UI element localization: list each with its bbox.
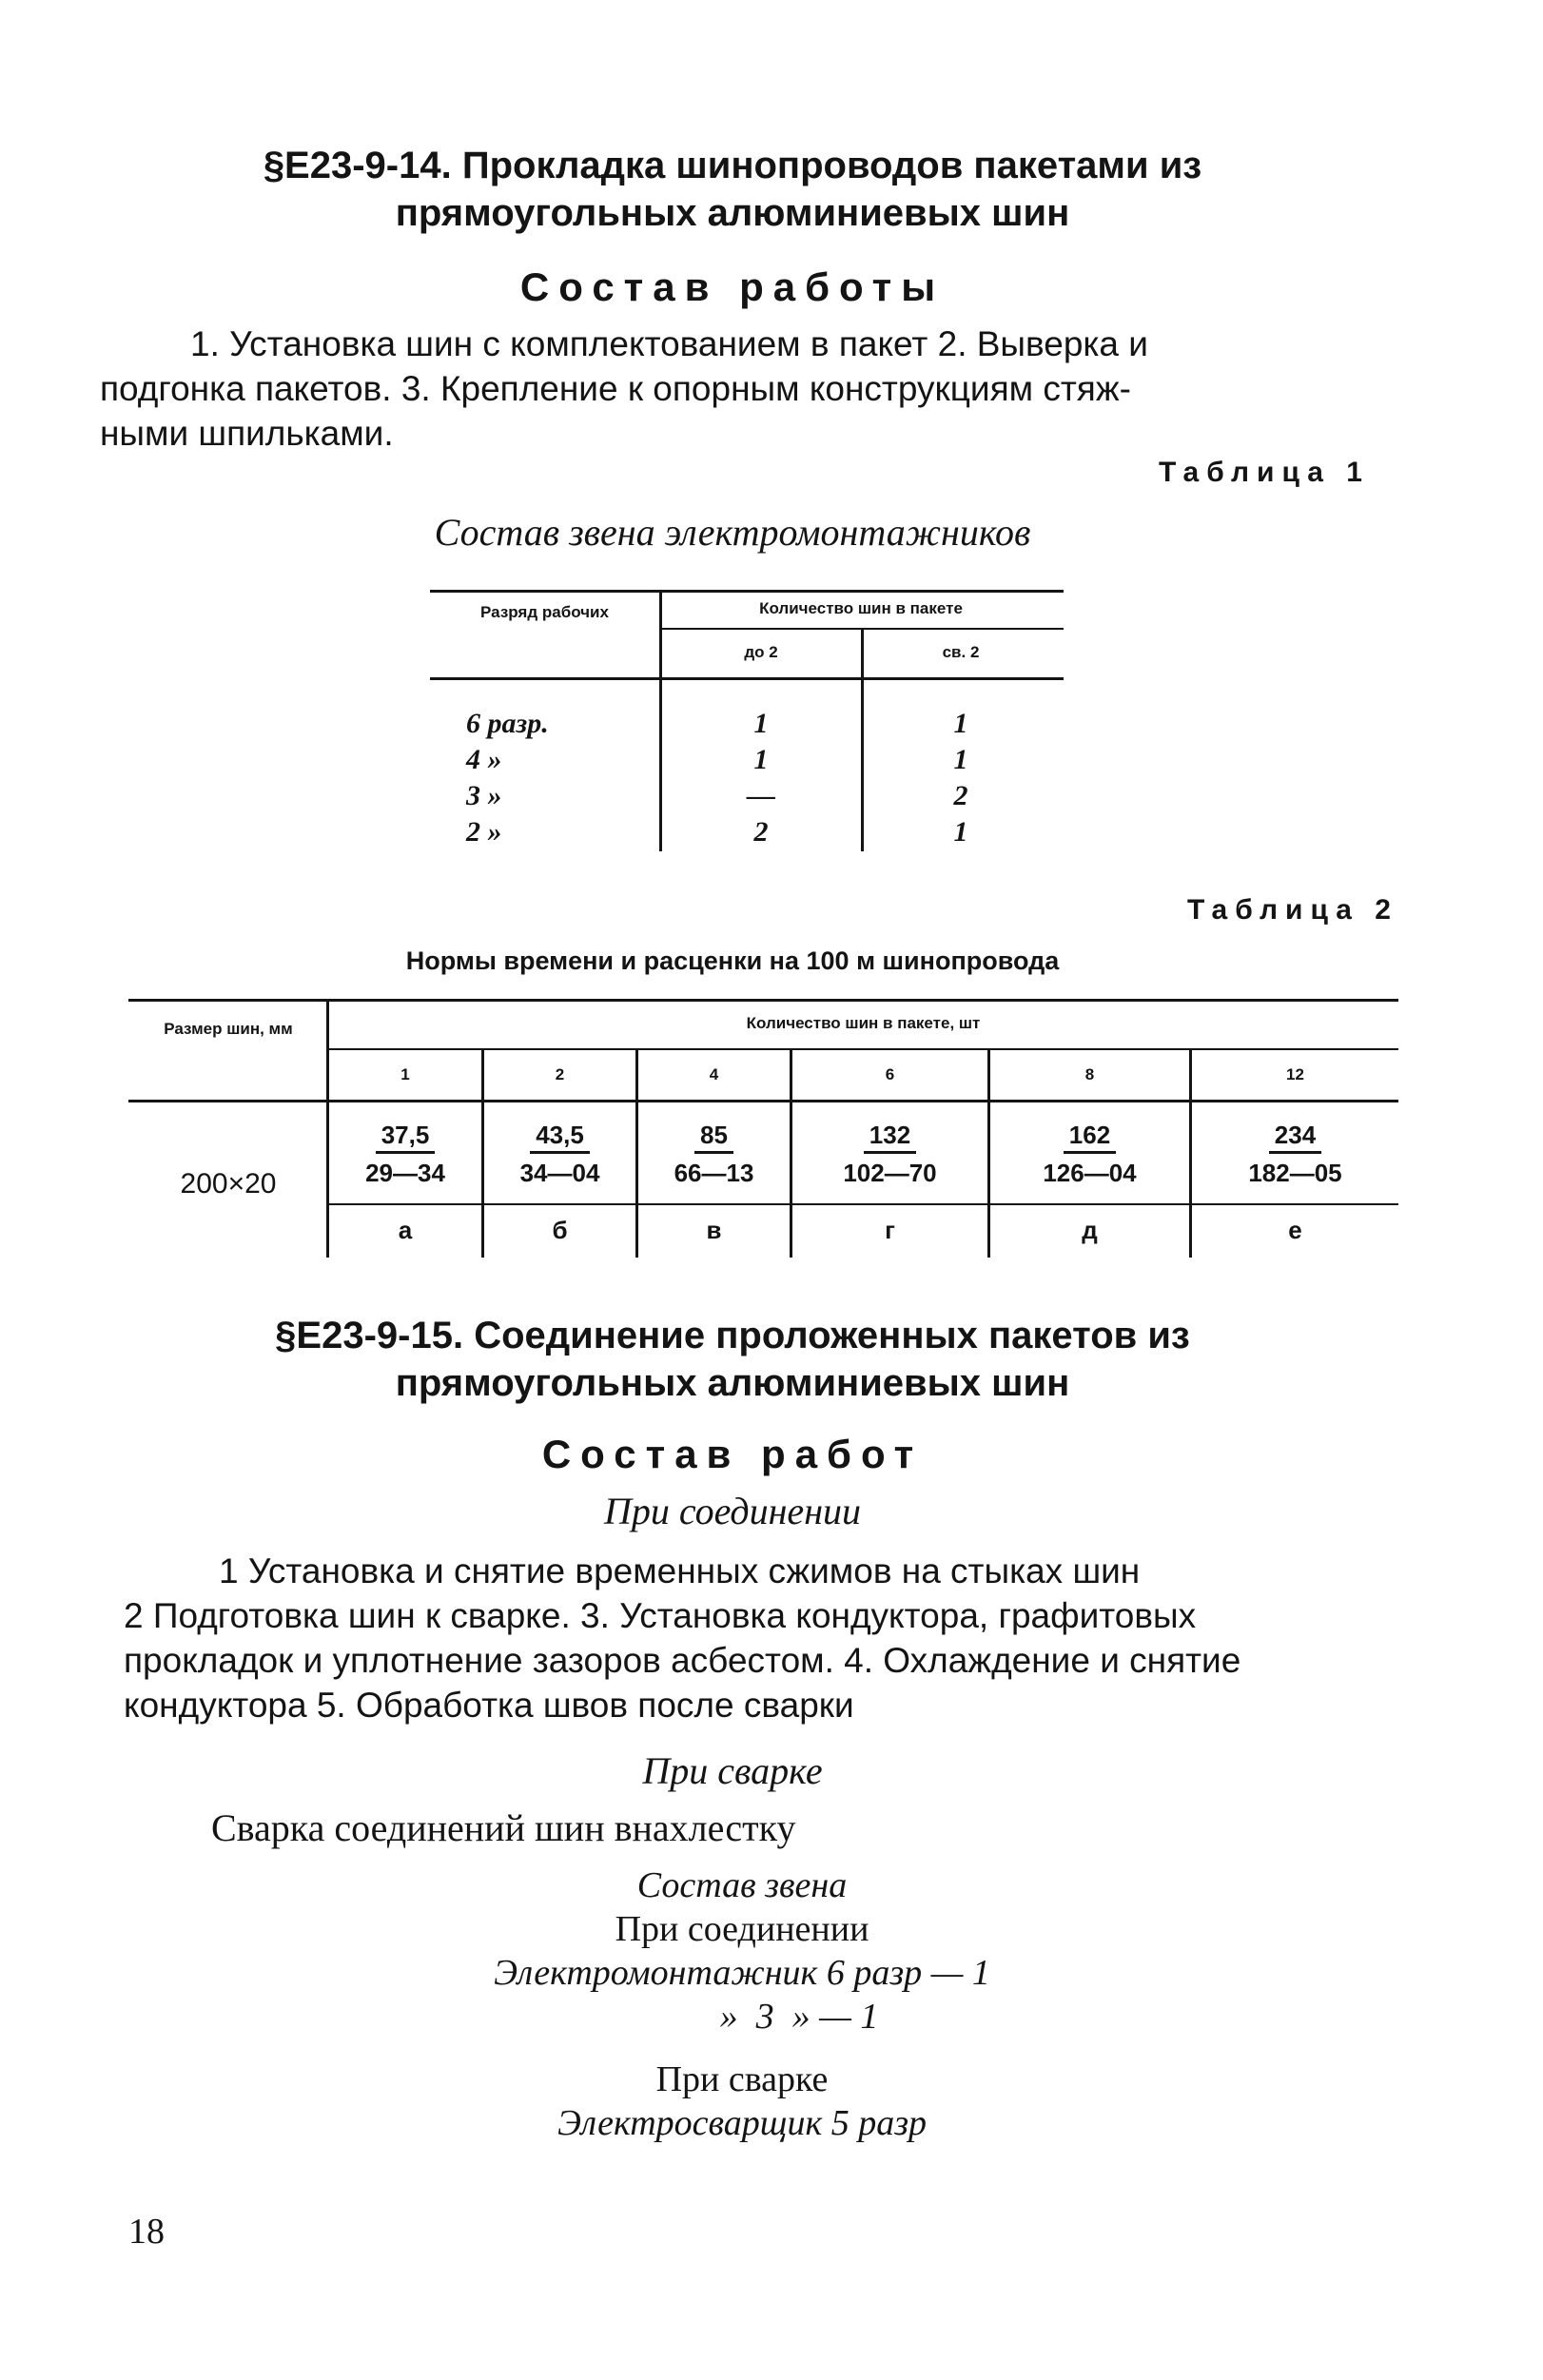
table2-col-3: 4 — [709, 1065, 719, 1083]
table1-col-a: до 2 — [744, 643, 778, 661]
table1-b-3: 1 — [953, 816, 968, 848]
section1-work-line3: ными шпильками. — [100, 414, 394, 453]
table1-rank-1: 4 » — [466, 744, 502, 775]
section2-title-line2: прямоугольных алюминиевых шин — [395, 1362, 1070, 1404]
table2-col-5: 8 — [1084, 1065, 1095, 1083]
page-number: 18 — [128, 2212, 165, 2252]
section1-title-line1: §E23-9-14. Прокладка шинопроводов пакетами из — [263, 145, 1202, 186]
table2-col-1: 1 — [400, 1065, 410, 1083]
section2-join-line3: прокладок и уплотнение зазоров асбестом. 4. Охлаждение и снятие — [124, 1641, 1241, 1680]
table1-b-0: 1 — [953, 708, 968, 739]
section2-work-heading: Состав работ — [541, 1432, 924, 1476]
table2-label: Таблица 2 — [1186, 894, 1398, 926]
table2-col-size: Размер шин, мм — [164, 1020, 293, 1038]
section2-title-line1: §E23-9-15. Соединение проложенных пакетов из — [275, 1315, 1190, 1356]
table2-bottom-3: 102—70 — [843, 1159, 937, 1187]
table1-col-b: св. 2 — [942, 643, 980, 661]
table1-col-rank: Разряд рабочих — [480, 603, 609, 621]
table1-rank-2: 3 » — [466, 780, 502, 811]
section1-work-line2: подгонка пакетов. 3. Крепление к опорным конструкциям стяж- — [100, 369, 1131, 408]
table1-b-2: 2 — [953, 780, 968, 811]
table1-a-1: 1 — [753, 744, 769, 775]
section2-join-line4: кондуктора 5. Обработка швов после сварки — [124, 1686, 854, 1725]
crew-line3: Электросварщик 5 разр — [557, 2103, 928, 2143]
table1-a-2: — — [747, 780, 775, 811]
crew-when-joining: При соединении — [615, 1909, 869, 1949]
table1-rank-3: 2 » — [466, 816, 502, 848]
table1-rank-0: 6 разр. — [466, 708, 549, 739]
table2-bottom-4: 126—04 — [1043, 1159, 1137, 1187]
section1-work-heading: Состав работы — [519, 264, 946, 309]
table2-col-2: 2 — [555, 1065, 565, 1083]
section1-work-line1: 1. Установка шин с комплектованием в пакет 2. Выверка и — [190, 324, 1148, 363]
table1-a-0: 1 — [753, 708, 769, 739]
table2-top-0: 37,5 — [376, 1119, 436, 1154]
table2-bottom-0: 29—34 — [365, 1159, 445, 1187]
table2-top-3: 132 — [864, 1119, 916, 1154]
table2-letter-1: б — [552, 1216, 568, 1244]
table1-b-1: 1 — [953, 744, 968, 775]
table1-col-group: Количество шин в пакете — [759, 599, 963, 617]
table2-letter-3: г — [885, 1216, 895, 1244]
crew-heading: Состав звена — [636, 1865, 848, 1905]
table2-letter-0: а — [398, 1216, 413, 1244]
table2-col-group: Количество шин в пакете, шт — [746, 1014, 981, 1032]
table1-caption: Состав звена электромонтажников — [434, 511, 1031, 554]
table2-top-4: 162 — [1064, 1119, 1116, 1154]
table2-top-1: 43,5 — [530, 1119, 590, 1154]
section1-title-line2: прямоугольных алюминиевых шин — [395, 192, 1070, 234]
table2-letter-2: в — [706, 1216, 722, 1244]
table2-bottom-1: 34—04 — [519, 1159, 600, 1187]
table2-bottom-5: 182—05 — [1248, 1159, 1342, 1187]
table2-caption: Нормы времени и расценки на 100 м шинопровода — [405, 946, 1060, 975]
section2-weld-line: Сварка соединений шин внахлестку — [211, 1806, 796, 1849]
crew-line2: » 3 » — 1 — [719, 1997, 879, 2037]
section2-when-joining: При соединении — [603, 1490, 862, 1532]
table2-top-2: 85 — [694, 1119, 733, 1154]
table2-bottom-2: 66—13 — [674, 1159, 754, 1187]
table2-row-size: 200×20 — [180, 1168, 277, 1200]
section2-join-line1: 1 Установка и снятие временных сжимов на стыках шин — [219, 1551, 1141, 1590]
table2-letter-4: д — [1082, 1216, 1098, 1244]
table2-letter-5: е — [1288, 1216, 1302, 1244]
section2-join-line2: 2 Подготовка шин к сварке. 3. Установка кондуктора, графитовых — [124, 1596, 1197, 1635]
table1-label: Таблица 1 — [1158, 457, 1370, 488]
section2-when-welding: При сварке — [642, 1749, 823, 1792]
crew-when-welding: При сварке — [655, 2059, 829, 2099]
table2-col-6: 12 — [1286, 1065, 1304, 1083]
table2-col-4: 6 — [885, 1065, 895, 1083]
crew-line1: Электромонтажник 6 разр — 1 — [494, 1953, 990, 1993]
table1-a-3: 2 — [753, 816, 769, 848]
table2-top-5: 234 — [1269, 1119, 1321, 1154]
